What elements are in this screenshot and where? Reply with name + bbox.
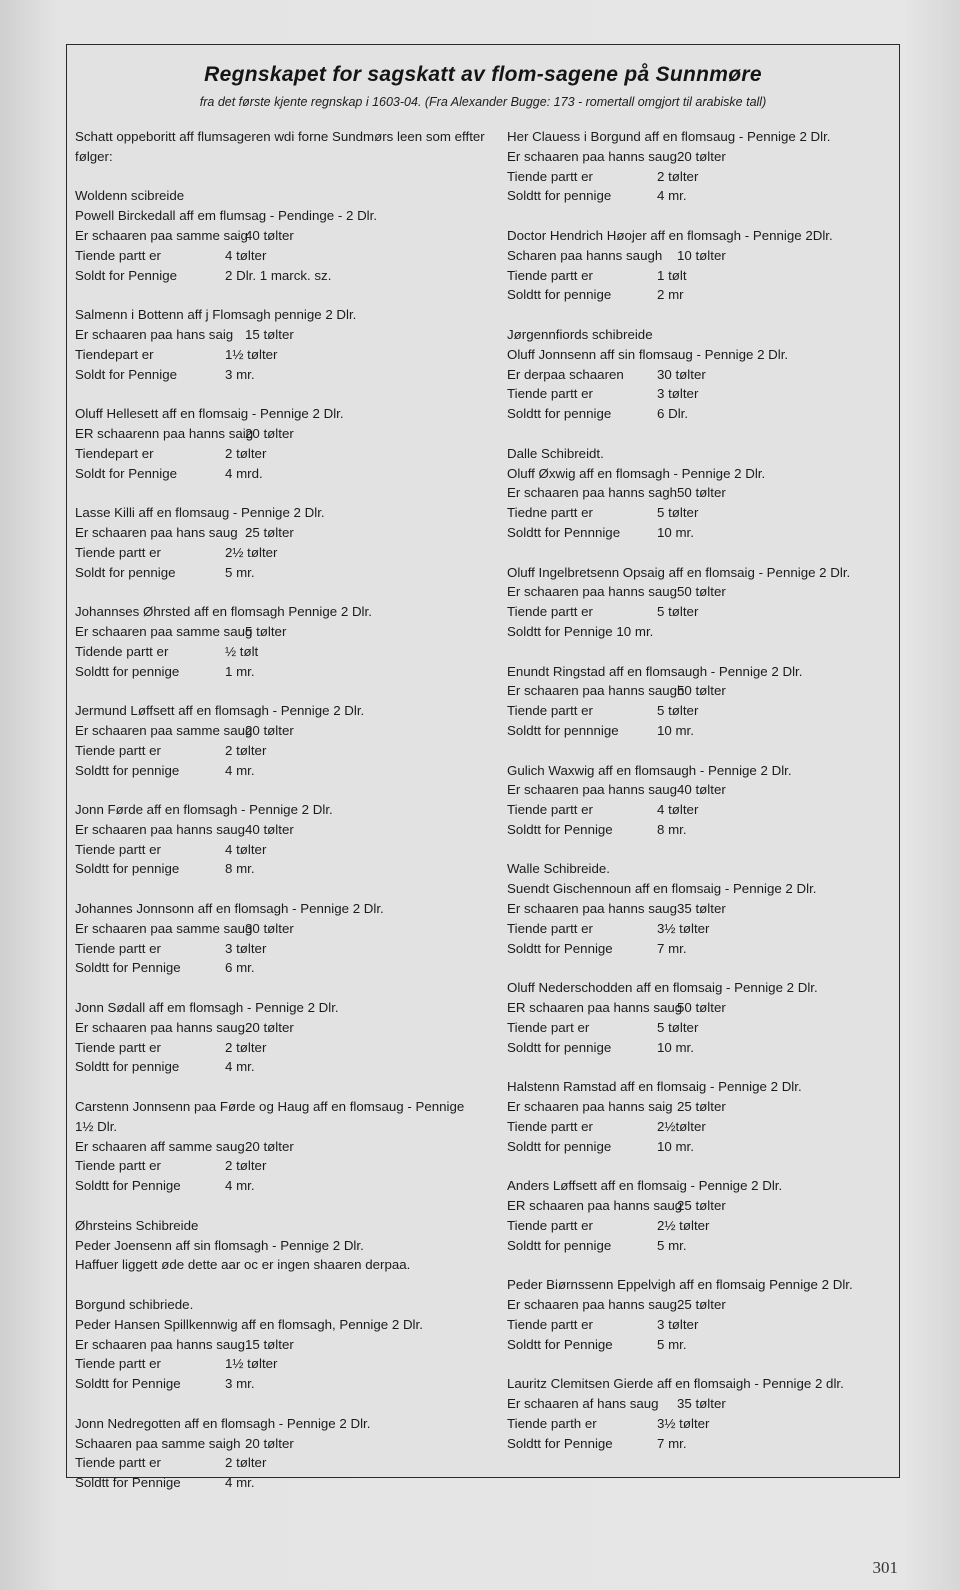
entry-line xyxy=(75,345,485,365)
entry-line xyxy=(75,1038,485,1058)
entry-line: Johannses Øhrsted aff en flomsagh Pennige 2 Dlr. xyxy=(75,604,372,620)
entry-line: Oluff Nederschodden aff en flomsaig - Pennige 2 Dlr. xyxy=(507,980,818,996)
line-value: 40 tølter xyxy=(245,821,294,837)
line-value: 20 tølter xyxy=(245,722,294,738)
line-label: Er schaaren paa hans saug xyxy=(75,524,238,540)
article-subtitle: fra det første kjente regnskap i 1603-04. (Fra Alexander Bugge: 173 - romertall omgjort til arabiske tall) xyxy=(199,95,767,109)
account-entry xyxy=(507,1374,887,1453)
account-entry xyxy=(507,563,887,642)
account-entry xyxy=(507,859,887,958)
line-value: 5 mr. xyxy=(657,1336,687,1352)
entry-line: Lasse Killi aff en flomsaug - Pennige 2 Dlr. xyxy=(75,505,325,521)
line-value: 40 tølter xyxy=(677,782,726,798)
entry-line xyxy=(75,1453,485,1473)
entry-line xyxy=(75,543,485,563)
line-value: 4 mr. xyxy=(225,1475,255,1491)
account-entry xyxy=(75,186,485,285)
line-value: 10 mr. xyxy=(657,1138,694,1154)
entry-line xyxy=(507,998,887,1018)
line-label: Soldtt for pennige xyxy=(507,406,612,422)
entry-line xyxy=(75,1057,485,1077)
line-value: 30 tølter xyxy=(245,920,294,936)
account-entry xyxy=(507,226,887,305)
line-label: Soldtt for pennige xyxy=(75,663,180,679)
entry-line xyxy=(75,840,485,860)
left-entry-list xyxy=(75,186,485,1493)
line-value: 10 mr. xyxy=(657,524,694,540)
entry-line: Oluff Ingelbretsenn Opsaig aff en flomsaig - Pennige 2 Dlr. xyxy=(507,564,851,580)
line-label: Tiende partt er xyxy=(75,1158,161,1174)
entry-line xyxy=(75,939,485,959)
line-value: 4 mr. xyxy=(225,1059,255,1075)
account-entry xyxy=(507,127,887,206)
line-label: Tiende partt er xyxy=(507,1316,593,1332)
entry-line xyxy=(75,325,485,345)
entry-line xyxy=(75,958,485,978)
line-label: Tiende part er xyxy=(507,1019,590,1035)
line-value: 7 mr. xyxy=(657,1435,687,1451)
line-label: Tiendepart er xyxy=(75,346,154,362)
line-label: Er schaaren paa hanns saig xyxy=(507,1099,673,1115)
account-entry xyxy=(507,325,887,424)
line-label: Soldt for Pennige xyxy=(75,465,178,481)
entry-line xyxy=(507,1295,887,1315)
right-column xyxy=(507,127,887,1473)
line-value: 20 tølter xyxy=(245,1019,294,1035)
line-label: Soldtt for Pennige xyxy=(75,1475,181,1491)
line-label: Tiende partt er xyxy=(75,1039,161,1055)
line-value: 25 tølter xyxy=(677,1099,726,1115)
entry-line xyxy=(75,246,485,266)
line-value: 3 tølter xyxy=(657,386,699,402)
entry-line xyxy=(507,503,887,523)
line-value: 3 tølter xyxy=(225,940,267,956)
entry-line xyxy=(75,820,485,840)
line-label: Soldtt for pennige xyxy=(75,861,180,877)
account-entry xyxy=(507,662,887,741)
line-label: Tiendepart er xyxy=(75,445,154,461)
line-value: 35 tølter xyxy=(677,901,726,917)
line-label: Soldtt for Pennige xyxy=(507,1435,613,1451)
line-value: 20 tølter xyxy=(245,1138,294,1154)
entry-line xyxy=(507,1117,887,1137)
entry-line xyxy=(507,1137,887,1157)
entry-line: Halstenn Ramstad aff en flomsaig - Pennige 2 Dlr. xyxy=(507,1079,802,1095)
line-value: 2 tølter xyxy=(225,1455,267,1471)
line-value: 2 tølter xyxy=(657,168,699,184)
entry-line xyxy=(75,563,485,583)
line-value: 2½ tølter xyxy=(225,544,278,560)
line-value: 20 tølter xyxy=(677,148,726,164)
line-value: 4 tølter xyxy=(225,247,267,263)
line-label: Scharen paa hanns saugh xyxy=(507,247,663,263)
entry-line: Peder Biørnssenn Eppelvigh aff en flomsaig Pennige 2 Dlr. xyxy=(507,1277,853,1293)
account-entry xyxy=(75,899,485,978)
entry-line xyxy=(507,602,887,622)
entry-line xyxy=(75,1137,485,1157)
line-value: 2 mr xyxy=(657,287,684,303)
line-value: 10 mr. xyxy=(657,1039,694,1055)
entry-line xyxy=(75,761,485,781)
entry-line: Enundt Ringstad aff en flomsaugh - Pennige 2 Dlr. xyxy=(507,663,803,679)
line-label: Er derpaa schaaren xyxy=(507,366,624,382)
district-heading: Dalle Schibreidt. xyxy=(507,445,604,461)
line-label: Er schaaren paa samme saug xyxy=(75,920,253,936)
entry-line xyxy=(75,919,485,939)
entry-line xyxy=(75,365,485,385)
entry-line xyxy=(507,1394,887,1414)
entry-line xyxy=(507,701,887,721)
line-label: Er schaaren af hans saug xyxy=(507,1396,659,1411)
entry-line xyxy=(507,899,887,919)
line-label: Soldtt for pennige xyxy=(507,1138,612,1154)
line-label: Soldt for pennige xyxy=(75,564,176,580)
line-label: Er schaaren paa hanns saug xyxy=(507,584,678,600)
account-entry xyxy=(75,998,485,1077)
line-label: Tiende partt er xyxy=(75,1455,161,1471)
entry-line xyxy=(75,266,485,286)
line-value: 5 tølter xyxy=(657,703,699,719)
account-entry xyxy=(507,444,887,543)
district-heading: Øhrsteins Schibreide xyxy=(75,1217,199,1233)
entry-line xyxy=(507,800,887,820)
line-label: Tiedne partt er xyxy=(507,505,593,521)
line-label: Soldtt for Pennige xyxy=(75,1376,181,1392)
line-value: 3 tølter xyxy=(657,1316,699,1332)
entry-line xyxy=(507,1335,887,1355)
line-value: 4 mr. xyxy=(225,762,255,778)
entry-line xyxy=(507,1018,887,1038)
line-value: 25 tølter xyxy=(677,1198,726,1214)
article-frame xyxy=(66,44,900,1491)
entry-line xyxy=(75,226,485,246)
line-value: 3½ tølter xyxy=(657,1415,710,1431)
entry-line xyxy=(75,642,485,662)
entry-line xyxy=(507,523,887,543)
entry-line xyxy=(75,464,485,484)
entry-line xyxy=(75,662,485,682)
entry-line: Gulich Waxwig aff en flomsaugh - Pennige 2 Dlr. xyxy=(507,762,792,778)
entry-line xyxy=(75,1156,485,1176)
line-value: 3 mr. xyxy=(225,1376,255,1392)
line-value: 50 tølter xyxy=(677,683,726,699)
line-label: Soldtt for pennige xyxy=(507,188,612,204)
line-value: 6 mr. xyxy=(225,960,255,976)
line-label: Er schaaren paa hanns saug xyxy=(507,782,678,798)
right-entry-list xyxy=(507,127,887,1453)
entry-line xyxy=(507,780,887,800)
line-label: Soldtt for pennige xyxy=(507,287,612,303)
line-label: Soldtt for Pennige xyxy=(75,960,181,976)
entry-line xyxy=(507,681,887,701)
line-value: 35 tølter xyxy=(677,1396,726,1411)
line-label: Er schaaren paa hanns saug xyxy=(507,901,678,917)
entry-line xyxy=(507,404,887,424)
entry-line xyxy=(507,285,887,305)
entry-line xyxy=(507,147,887,167)
line-label: Soldt for Pennige xyxy=(75,366,178,382)
line-label: Soldtt for pennnige xyxy=(507,722,619,738)
entry-line xyxy=(507,919,887,939)
line-value: 30 tølter xyxy=(657,366,706,382)
entry-line xyxy=(507,266,887,286)
line-value: 20 tølter xyxy=(245,1435,294,1451)
line-label: Er schaaren paa hanns saug xyxy=(507,148,678,164)
entry-line xyxy=(507,582,887,602)
account-entry xyxy=(75,1097,485,1196)
line-value: 2 tølter xyxy=(225,742,267,758)
line-value: 40 tølter xyxy=(245,227,294,243)
entry-line: Johannes Jonnsonn aff en flomsagh - Pennige 2 Dlr. xyxy=(75,901,384,917)
line-value: 7 mr. xyxy=(657,940,687,956)
entry-line xyxy=(507,246,887,266)
district-heading: Woldenn scibreide xyxy=(75,188,185,204)
entry-line xyxy=(507,1196,887,1216)
line-label: Tiende partt er xyxy=(507,267,593,283)
entry-line xyxy=(75,424,485,444)
line-value: 1½ tølter xyxy=(225,1356,278,1372)
entry-line xyxy=(507,1414,887,1434)
line-value: 2 tølter xyxy=(225,445,267,461)
account-entry xyxy=(75,1295,485,1394)
line-value: 5 mr. xyxy=(225,564,255,580)
entry-line xyxy=(507,939,887,959)
line-value: 2 Dlr. 1 marck. sz. xyxy=(225,267,332,283)
entry-line: Lauritz Clemitsen Gierde aff en flomsaigh - Pennige 2 dlr. xyxy=(507,1376,844,1392)
line-label: Tiende partt er xyxy=(75,841,161,857)
line-value: 15 tølter xyxy=(245,1336,294,1352)
entry-line xyxy=(507,1315,887,1335)
line-value: 50 tølter xyxy=(677,584,726,600)
line-label: Tiende partt er xyxy=(507,604,593,620)
line-label: Tiende partt er xyxy=(75,940,161,956)
line-label: Er schaaren paa samme saig xyxy=(75,227,248,243)
line-value: 2 tølter xyxy=(225,1039,267,1055)
entry-line xyxy=(507,721,887,741)
line-label: Er schaaren paa hanns saug xyxy=(75,1336,246,1352)
line-value: 1½ tølter xyxy=(225,346,278,362)
line-label: Er schaaren paa samme saug xyxy=(75,722,253,738)
entry-line xyxy=(507,1097,887,1117)
line-value: 10 mr. xyxy=(657,722,694,738)
entry-line xyxy=(507,1236,887,1256)
district-heading: Borgund schibriede. xyxy=(75,1297,194,1313)
line-label: ER schaaren paa hanns saug xyxy=(507,1000,683,1016)
line-label: Er schaaren paa hanns saug xyxy=(507,1297,678,1313)
line-value: 15 tølter xyxy=(245,326,294,342)
entry-line: Peder Joensenn aff sin flomsagh - Pennige 2 Dlr. xyxy=(75,1237,364,1253)
line-label: Er schaaren paa hans saig xyxy=(75,326,234,342)
line-value: 5 mr. xyxy=(657,1237,687,1253)
entry-line xyxy=(75,721,485,741)
entry-line: Powell Birckedall aff em flumsag - Pendinge - 2 Dlr. xyxy=(75,208,378,224)
line-label: Er schaaren aff samme saug xyxy=(75,1138,245,1154)
line-label: Soldtt for Pennnige xyxy=(507,524,621,540)
entry-line xyxy=(75,444,485,464)
account-entry xyxy=(75,800,485,879)
account-entry xyxy=(507,978,887,1057)
entry-line xyxy=(507,483,887,503)
line-label: Tiende partt er xyxy=(507,1217,593,1233)
line-label: Tiende partt er xyxy=(507,168,593,184)
line-value: 4 tølter xyxy=(657,802,699,818)
line-value: 6 Dlr. xyxy=(657,406,689,422)
entry-line xyxy=(75,1335,485,1355)
account-entry xyxy=(75,701,485,780)
line-label: Soldtt for pennige xyxy=(507,1237,612,1253)
line-label: Tiende partt er xyxy=(75,1356,161,1372)
account-entry xyxy=(75,305,485,384)
line-value: 5 tølter xyxy=(657,505,699,521)
entry-line xyxy=(507,365,887,385)
entry-line xyxy=(507,384,887,404)
line-value: 2 tølter xyxy=(225,1158,267,1174)
line-label: Schaaren paa samme saigh xyxy=(75,1435,241,1451)
entry-line xyxy=(75,1018,485,1038)
line-label: Tiende parth er xyxy=(507,1415,597,1431)
line-label: Tiende partt er xyxy=(507,920,593,936)
line-label: ER schaarenn paa hanns saig xyxy=(75,425,254,441)
line-label: Soldtt for pennige xyxy=(507,1039,612,1055)
left-column xyxy=(75,127,489,1513)
entry-line xyxy=(507,1434,887,1454)
account-entry xyxy=(75,404,485,483)
entry-line xyxy=(507,1216,887,1236)
entry-line: Jonn Sødall aff em flomsagh - Pennige 2 Dlr. xyxy=(75,1000,339,1016)
line-value: 5 tølter xyxy=(657,604,699,620)
line-value: 5 tølter xyxy=(245,623,287,639)
article-title: Regnskapet for sagskatt av flom-sagene på Sunnmøre xyxy=(204,63,762,86)
entry-line xyxy=(507,1038,887,1058)
line-value: 2½tølter xyxy=(657,1118,706,1134)
line-label: Soldtt for Pennige xyxy=(507,940,613,956)
line-label: Tidende partt er xyxy=(75,643,169,659)
entry-line: Haffuer liggett øde dette aar oc er ingen shaaren derpaa. xyxy=(75,1257,411,1273)
entry-line xyxy=(75,1374,485,1394)
line-value: 1 mr. xyxy=(225,663,255,679)
line-value: 5 tølter xyxy=(657,1019,699,1035)
entry-line xyxy=(75,523,485,543)
line-value: 3½ tølter xyxy=(657,920,710,936)
line-label: Soldtt for pennige xyxy=(75,762,180,778)
account-entry xyxy=(507,1176,887,1255)
entry-line: Jonn Førde aff en flomsagh - Pennige 2 Dlr. xyxy=(75,802,333,818)
intro-text: Schatt oppeboritt aff flumsageren wdi forne Sundmørs leen som effter følger: xyxy=(75,129,489,164)
entry-line: Suendt Gischennoun aff en flomsaig - Pennige 2 Dlr. xyxy=(507,881,817,897)
line-label: Er schaaren paa hanns sagh xyxy=(507,485,678,501)
entry-line: Carstenn Jonnsenn paa Førde og Haug aff en flomsaug - Pennige 1½ Dlr. xyxy=(75,1099,465,1134)
line-value: 50 tølter xyxy=(677,1000,726,1016)
line-label: Er schaaren paa hanns saug xyxy=(75,1019,246,1035)
line-value: 4 mrd. xyxy=(225,465,263,481)
entry-line: Jonn Nedregotten aff en flomsagh - Pennige 2 Dlr. xyxy=(75,1415,371,1431)
account-entry xyxy=(75,503,485,582)
entry-line: Oluff Hellesett aff en flomsaig - Pennige 2 Dlr. xyxy=(75,406,344,422)
entry-line: Oluff Jonnsenn aff sin flomsaug - Pennige 2 Dlr. xyxy=(507,346,789,362)
account-entry xyxy=(507,1077,887,1156)
account-entry xyxy=(507,1275,887,1354)
district-heading: Jørgennfiords schibreide xyxy=(507,326,653,342)
line-value: 8 mr. xyxy=(657,821,687,837)
line-value: 50 tølter xyxy=(677,485,726,501)
account-entry xyxy=(507,761,887,840)
entry-line xyxy=(75,741,485,761)
account-entry xyxy=(75,1414,485,1493)
line-value: 20 tølter xyxy=(245,425,294,441)
line-label: Soldt for Pennige xyxy=(75,267,178,283)
account-entry xyxy=(75,1216,485,1275)
line-value: 8 mr. xyxy=(225,861,255,877)
entry-line: Anders Løffsett aff en flomsaig - Pennige 2 Dlr. xyxy=(507,1178,783,1194)
entry-line xyxy=(507,167,887,187)
entry-line: Her Clauess i Borgund aff en flomsaug - Pennige 2 Dlr. xyxy=(507,129,831,144)
entry-line xyxy=(75,1473,485,1493)
line-label: Er schaaren paa samme saug xyxy=(75,623,253,639)
line-label: Tiende partt er xyxy=(507,386,593,402)
entry-line xyxy=(507,186,887,206)
entry-line xyxy=(75,622,485,642)
line-value: ½ tølt xyxy=(225,643,259,659)
entry-line: Jermund Løffsett aff en flomsagh - Pennige 2 Dlr. xyxy=(75,703,365,719)
line-value: 2½ tølter xyxy=(657,1217,710,1233)
entry-line xyxy=(75,1176,485,1196)
page-number: 301 xyxy=(872,1558,898,1577)
line-label: Soldtt for pennige xyxy=(75,1059,180,1075)
line-value: 3 mr. xyxy=(225,366,255,382)
line-label: Soldtt for Pennige xyxy=(75,1178,181,1194)
entry-line: Salmenn i Bottenn aff j Flomsagh pennige 2 Dlr. xyxy=(75,307,357,323)
entry-line xyxy=(75,859,485,879)
line-value: 4 mr. xyxy=(657,188,687,204)
entry-line: Oluff Øxwig aff en flomsagh - Pennige 2 Dlr. xyxy=(507,465,766,481)
line-label: Tiende partt er xyxy=(507,703,593,719)
entry-line: Peder Hansen Spillkennwig aff en flomsagh, Pennige 2 Dlr. xyxy=(75,1316,423,1332)
line-value: 10 tølter xyxy=(677,247,726,263)
entry-line xyxy=(75,1354,485,1374)
line-label: Er schaaren paa hanns saugh xyxy=(507,683,685,699)
district-heading: Walle Schibreide. xyxy=(507,861,610,877)
entry-line: Soldtt for Pennige 10 mr. xyxy=(507,623,654,639)
line-value: 25 tølter xyxy=(245,524,294,540)
line-value: 25 tølter xyxy=(677,1297,726,1313)
line-value: 4 tølter xyxy=(225,841,267,857)
line-label: Tiende partt er xyxy=(507,802,593,818)
account-entry xyxy=(75,602,485,681)
line-label: Tiende partt er xyxy=(75,247,161,263)
line-label: Tiende partt er xyxy=(75,544,161,560)
line-label: Tiende partt er xyxy=(507,1118,593,1134)
line-label: Soldtt for Pennige xyxy=(507,1336,613,1352)
line-label: Tiende partt er xyxy=(75,742,161,758)
entry-line xyxy=(507,820,887,840)
entry-line xyxy=(75,1434,485,1454)
entry-line: Doctor Hendrich Høojer aff en flomsagh - Pennige 2Dlr. xyxy=(507,227,833,243)
line-label: Er schaaren paa hanns saug xyxy=(75,821,246,837)
line-label: Soldtt for Pennige xyxy=(507,821,613,837)
line-value: 1 tølt xyxy=(657,267,687,283)
line-label: ER schaaren paa hanns saug xyxy=(507,1198,683,1214)
line-value: 4 mr. xyxy=(225,1178,255,1194)
